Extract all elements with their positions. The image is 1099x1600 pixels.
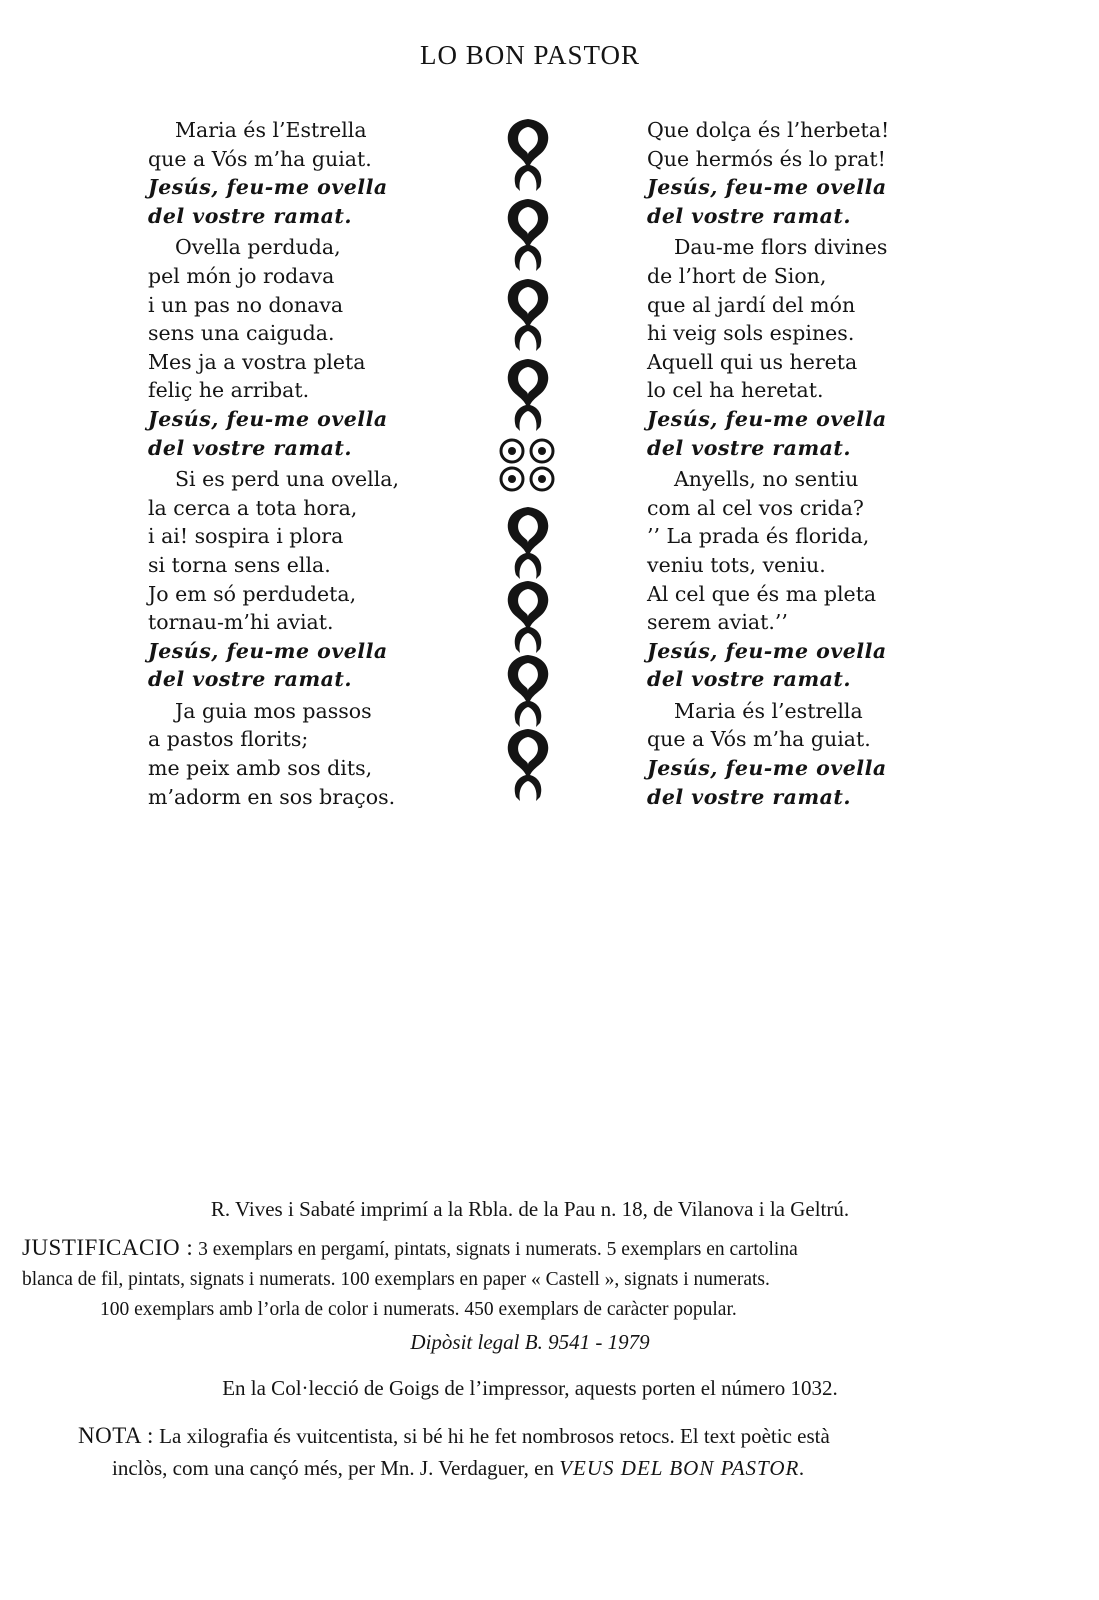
verse-line: de l’hort de Sion,	[647, 263, 827, 288]
justification-line: 3 exemplars en pergamí, pintats, signats i numerats. 5 exemplars en cartolina	[198, 1239, 798, 1260]
leaf-ornament-icon	[508, 199, 549, 271]
collection-number: En la Col·lecció de Goigs de l’impressor, aquests porten el número 1032.	[222, 1376, 838, 1400]
leaf-ornament-icon	[508, 279, 549, 351]
refrain-line: del vostre ramat.	[647, 203, 852, 228]
verse-line: Que dolça és l’herbeta!	[647, 118, 890, 142]
refrain-line: Jesús, feu-me ovella	[647, 406, 887, 431]
verse-line: Dau-me flors divines	[674, 235, 888, 260]
verse-line: Que hermós és lo prat!	[647, 146, 886, 171]
refrain-line: del vostre ramat.	[647, 667, 852, 692]
refrain-line: del vostre ramat.	[148, 435, 353, 460]
verse-line: que a Vós m’ha guiat.	[148, 146, 372, 171]
verse-line: hi veig sols espines.	[647, 321, 855, 346]
leaf-ornament-icon	[508, 581, 549, 653]
nota-source-title: VEUS DEL BON PASTOR.	[559, 1456, 806, 1480]
verse-line: Maria és l’estrella	[674, 698, 863, 723]
refrain-line: Jesús, feu-me ovella	[647, 638, 887, 663]
rosette-ornament-icon	[501, 468, 553, 490]
verse-line: tornau-m’hi aviat.	[148, 610, 334, 635]
refrain-line: del vostre ramat.	[148, 203, 353, 228]
refrain-line: del vostre ramat.	[647, 435, 852, 460]
justification-block	[22, 1233, 1052, 1325]
woodcut-border-ornament	[496, 115, 560, 805]
verse-line: Ovella perduda,	[175, 235, 341, 260]
verse-line: Maria és l’Estrella	[175, 118, 367, 142]
verse-line: i un pas no donava	[148, 292, 344, 317]
nota-block	[78, 1420, 1058, 1484]
verse-line: si torna sens ella.	[148, 552, 331, 577]
verse-line: Si es perd una ovella,	[175, 467, 400, 492]
verse-line: serem aviat.’’	[647, 610, 788, 635]
leaf-ornament-icon	[508, 655, 549, 727]
verse-line: la cerca a tota hora,	[148, 495, 358, 520]
verse-line: que al jardí del món	[647, 292, 856, 317]
verse-line: Ja guia mos passos	[175, 698, 372, 723]
verse-line: sens una caiguda.	[148, 321, 335, 346]
page-title: LO BON PASTOR	[419, 40, 641, 70]
verse-line: Mes ja a vostra pleta	[148, 349, 366, 374]
refrain-line: Jesús, feu-me ovella	[148, 175, 388, 200]
leaf-ornament-icon	[508, 507, 549, 579]
verse-line: m’adorm en sos braços.	[148, 784, 396, 809]
verse-line: i ai! sospira i plora	[148, 524, 344, 549]
verse-line: com al cel vos crida?	[647, 495, 864, 520]
verse-line: que a Vós m’ha guiat.	[647, 727, 871, 752]
refrain-line: Jesús, feu-me ovella	[647, 175, 887, 200]
refrain-line: del vostre ramat.	[148, 667, 353, 692]
nota-label: NOTA :	[78, 1423, 154, 1448]
verse-line: a pastos florits;	[148, 727, 309, 752]
justification-line: 100 exemplars amb l’orla de color i numerats. 450 exemplars de caràcter popular.	[100, 1299, 737, 1320]
verse-line: Jo em só perdudeta,	[148, 581, 357, 606]
refrain-line: Jesús, feu-me ovella	[148, 638, 388, 663]
verse-line: pel món jo rodava	[148, 263, 335, 288]
leaf-ornament-icon	[508, 119, 549, 191]
verse-line: me peix amb sos dits,	[148, 756, 373, 781]
poem-right-column	[647, 116, 937, 811]
refrain-line: Jesús, feu-me ovella	[148, 406, 388, 431]
nota-text: inclòs, com una cançó més, per Mn. J. Verdaguer, en	[112, 1456, 554, 1480]
justification-line: blanca de fil, pintats, signats i numerats. 100 exemplars en paper « Castell », signats i numerats.	[22, 1269, 770, 1290]
leaf-ornament-icon	[508, 359, 549, 431]
justification-label: JUSTIFICACIO :	[22, 1235, 194, 1260]
verse-line: feliç he arribat.	[148, 378, 310, 403]
printer-line: R. Vives i Sabaté imprimí a la Rbla. de la Pau n. 18, de Vilanova i la Geltrú.	[210, 1197, 850, 1221]
rosette-ornament-icon	[501, 440, 553, 462]
verse-line: ’’ La prada és florida,	[647, 524, 870, 549]
nota-text: La xilografia és vuitcentista, si bé hi he fet nombrosos retocs. El text poètic està	[159, 1424, 830, 1448]
verse-line: lo cel ha heretat.	[647, 378, 824, 403]
poem-left-column	[148, 116, 438, 811]
verse-line: veniu tots, veniu.	[647, 552, 826, 577]
verse-line: Aquell qui us hereta	[647, 349, 858, 374]
refrain-line: del vostre ramat.	[647, 784, 852, 809]
verse-line: Anyells, no sentiu	[674, 467, 859, 492]
verse-line: Al cel que és ma pleta	[647, 581, 877, 606]
legal-deposit: Dipòsit legal B. 9541 - 1979	[410, 1330, 650, 1354]
refrain-line: Jesús, feu-me ovella	[647, 756, 887, 781]
leaf-ornament-icon	[508, 729, 549, 801]
